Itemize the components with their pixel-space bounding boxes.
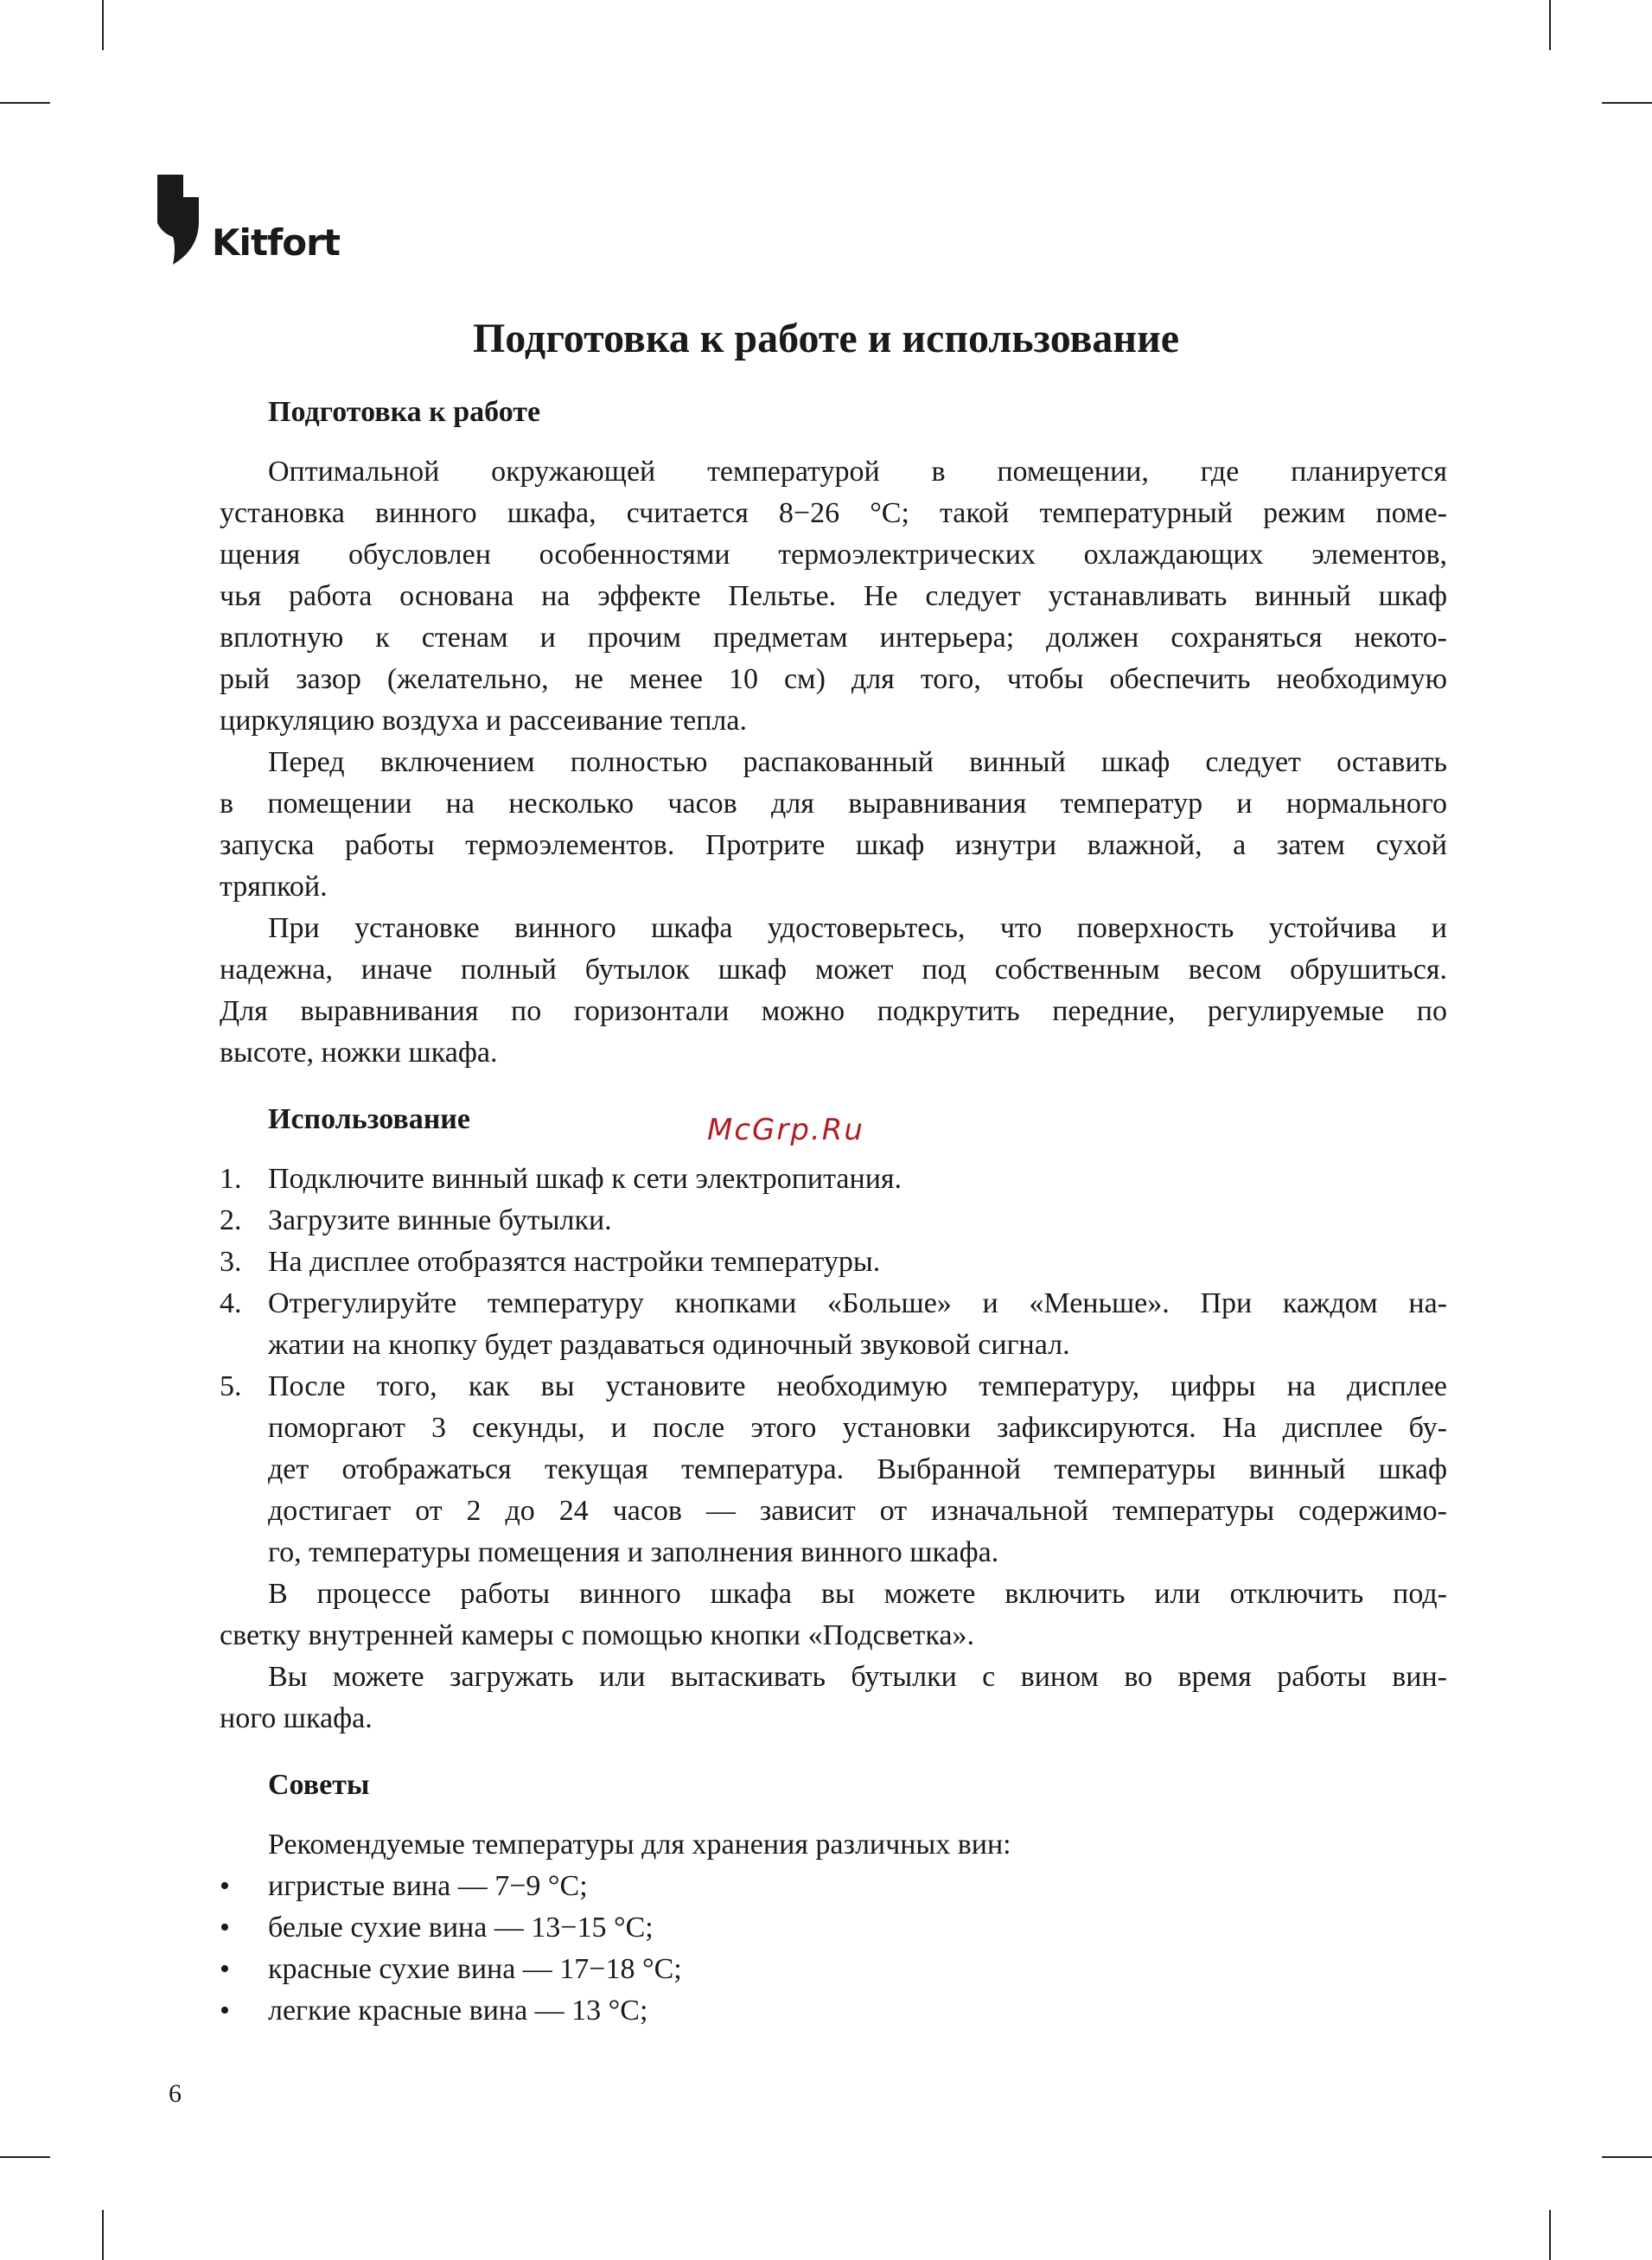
list-item (220, 1366, 1447, 1574)
list-number: 5. (220, 1370, 242, 1402)
list-item (220, 1200, 1447, 1242)
bullet: • (220, 1995, 230, 2027)
kitfort-logo-icon (157, 175, 209, 265)
tips-intro: Рекомендуемые температуры для хранения различных вин: (268, 1829, 1011, 1861)
crop-mark (1602, 2156, 1652, 2158)
paragraph-prep-1 (220, 451, 1447, 742)
text-line: щения обусловлен особенностями термоэлектрических охлаждающих элементов, (220, 539, 1447, 571)
crop-mark (1602, 102, 1652, 104)
text-line: Перед включением полностью распакованный винный шкаф следует оставить (268, 746, 1447, 778)
crop-mark (102, 2210, 104, 2260)
list-item-text: Подключите винный шкаф к сети электропитания. (268, 1163, 903, 1195)
list-item-text: достигает от 2 до 24 часов — зависит от изначальной температуры содержимо- (268, 1495, 1447, 1527)
steps-list (220, 1159, 1447, 1574)
list-item (220, 1907, 1447, 1949)
crop-mark (0, 102, 50, 104)
crop-mark (0, 2156, 50, 2158)
list-item-text: После того, как вы установите необходимую температуру, цифры на дисплее (268, 1370, 1447, 1402)
list-item-text: дет отображаться текущая температура. Выбранной температуры винный шкаф (268, 1453, 1447, 1485)
text-line: светку внутренней камеры с помощью кнопки «Подсветка». (220, 1619, 974, 1651)
section-heading-prep: Подготовка к работе (268, 396, 541, 428)
bullet: • (220, 1912, 230, 1944)
list-number: 4. (220, 1287, 242, 1319)
list-number: 2. (220, 1204, 242, 1236)
text-line: рый зазор (желательно, не менее 10 см) для того, чтобы обеспечить необходимую (220, 663, 1447, 695)
page-number: 6 (169, 2079, 182, 2108)
crop-mark (1549, 0, 1551, 50)
bullet: • (220, 1870, 230, 1902)
paragraph-use-1 (220, 1574, 1447, 1657)
list-item-text: жатии на кнопку будет раздаваться одиночный звуковой сигнал. (268, 1329, 1070, 1361)
bullet: • (220, 1953, 230, 1985)
list-item (220, 1866, 1447, 1907)
text-line: установка винного шкафа, считается 8−26 °С; такой температурный режим поме- (220, 497, 1447, 529)
text-line: надежна, иначе полный бутылок шкаф может под собственным весом обрушиться. (220, 954, 1447, 986)
list-item-text: Отрегулируйте температуру кнопками «Больше» и «Меньше». При каждом на- (268, 1287, 1447, 1319)
text-line: чья работа основана на эффекте Пельтье. Не следует устанавливать винный шкаф (220, 580, 1447, 612)
text-line: Оптимальной окружающей температурой в помещении, где планируется (268, 456, 1447, 488)
paragraph-use-2 (220, 1657, 1447, 1740)
paragraph-prep-3 (220, 908, 1447, 1074)
list-item-text: поморгают 3 секунды, и после этого установки зафиксируются. На дисплее бу- (268, 1412, 1447, 1444)
list-item-text: игристые вина — 7−9 °С; (268, 1870, 588, 1902)
list-item-text: Загрузите винные бутылки. (268, 1204, 612, 1236)
text-line: запуска работы термоэлементов. Протрите шкаф изнутри влажной, а затем сухой (220, 829, 1447, 861)
section-heading-use: Использование (268, 1103, 470, 1135)
text-line: в помещении на несколько часов для выравнивания температур и нормального (220, 788, 1447, 820)
list-item-text: го, температуры помещения и заполнения винного шкафа. (268, 1536, 999, 1568)
list-item (220, 1949, 1447, 1990)
text-line: тряпкой. (220, 871, 328, 903)
text-line: циркуляцию воздуха и рассеивание тепла. (220, 705, 747, 737)
text-line: При установке винного шкафа удостоверьтесь, что поверхность устойчива и (268, 912, 1447, 944)
list-item (220, 1283, 1447, 1366)
text-line: ного шкафа. (220, 1702, 373, 1734)
page-content (220, 389, 1447, 2032)
tips-list (220, 1866, 1447, 2032)
section-heading-tips: Советы (268, 1769, 370, 1801)
list-item (220, 1242, 1447, 1283)
text-line: Вы можете загружать или вытаскивать бутылки с вином во время работы вин- (268, 1661, 1447, 1693)
paragraph-prep-2 (220, 742, 1447, 908)
list-item (220, 1990, 1447, 2032)
crop-mark (1549, 2210, 1551, 2260)
list-item (220, 1159, 1447, 1200)
list-item-text: На дисплее отобразятся настройки температуры. (268, 1246, 881, 1278)
page-title: Подготовка к работе и использование (472, 316, 1180, 361)
list-item-text: белые сухие вина — 13−15 °С; (268, 1912, 654, 1944)
text-line: Для выравнивания по горизонтали можно подкрутить передние, регулируемые по (220, 995, 1447, 1027)
text-line: высоте, ножки шкафа. (220, 1037, 498, 1069)
crop-mark (102, 0, 104, 50)
brand-name: Kitfort (212, 221, 340, 264)
list-item-text: красные сухие вина — 17−18 °С; (268, 1953, 682, 1985)
list-number: 1. (220, 1163, 242, 1195)
text-line: В процессе работы винного шкафа вы можете включить или отключить под- (268, 1578, 1447, 1610)
watermark: McGrp.Ru (707, 1113, 864, 1147)
text-line: вплотную к стенам и прочим предметам интерьера; должен сохраняться некото- (220, 622, 1447, 654)
list-item-text: легкие красные вина — 13 °С; (268, 1995, 648, 2027)
list-number: 3. (220, 1246, 242, 1278)
